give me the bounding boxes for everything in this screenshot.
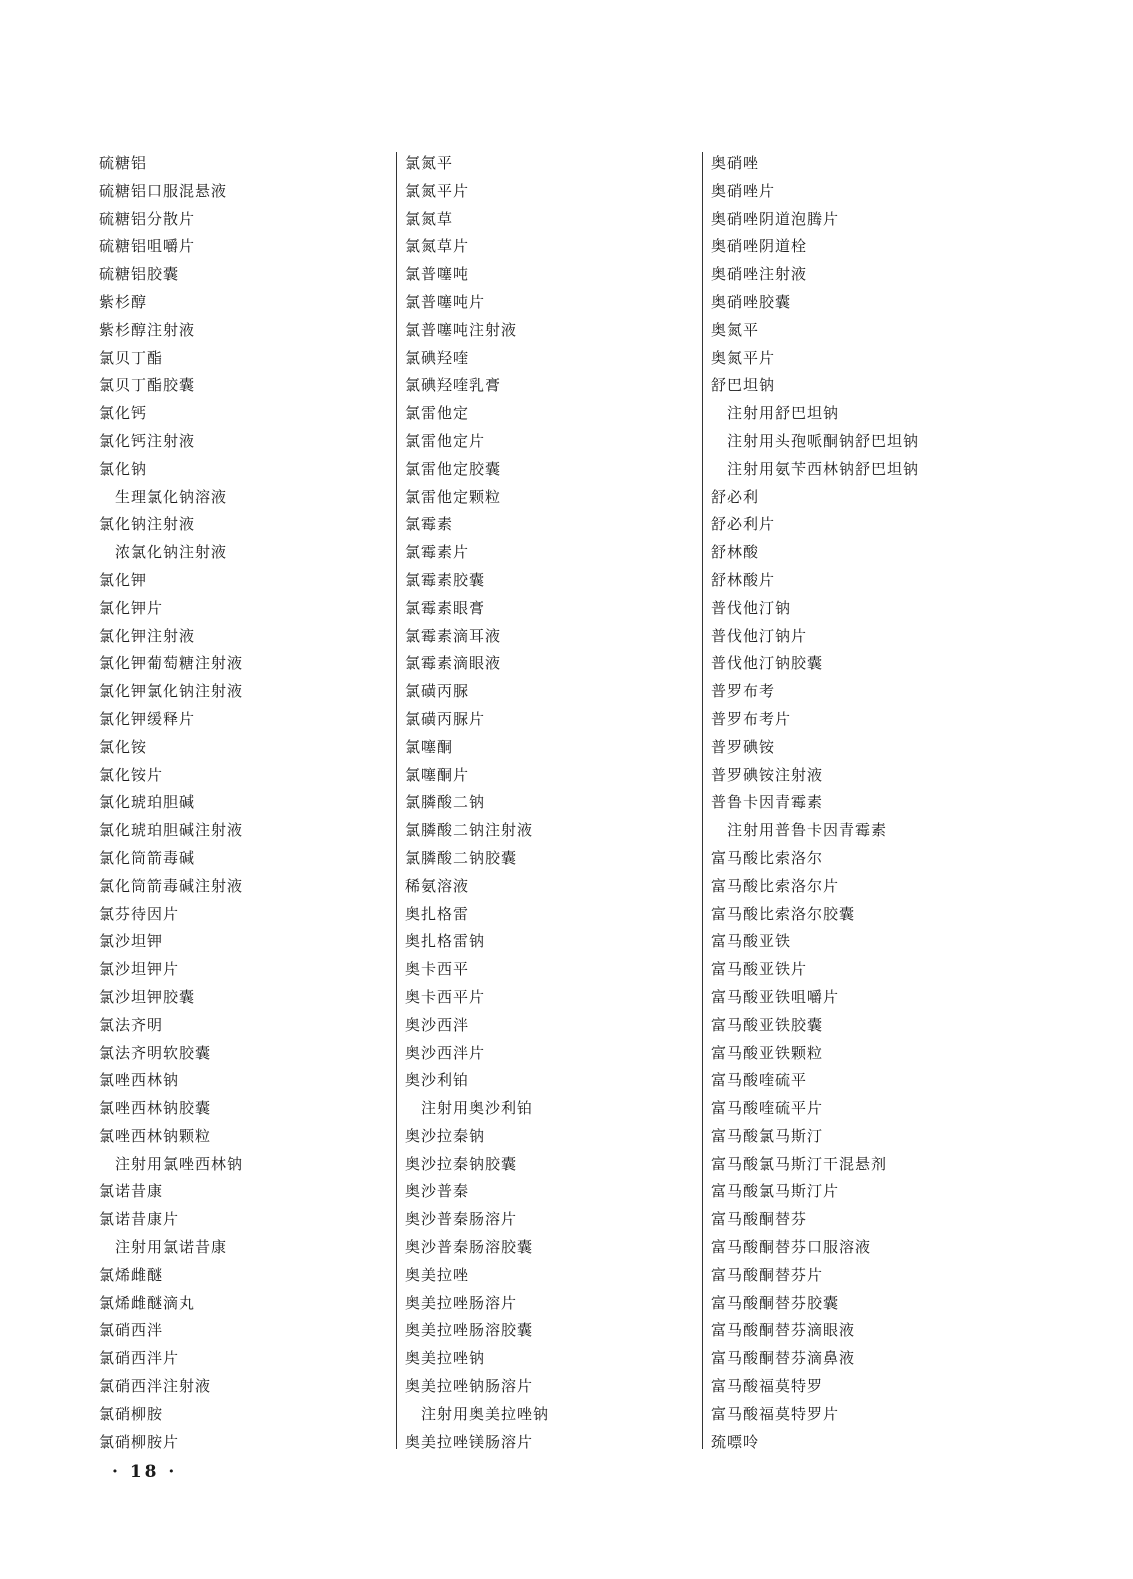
index-subentry: 注射用奥沙利铂 xyxy=(421,1099,534,1118)
index-entry: 奥沙拉秦钠胶囊 xyxy=(405,1154,518,1173)
index-entry: 氯氮草 xyxy=(405,209,454,228)
index-entry: 氯霉素滴眼液 xyxy=(405,654,502,673)
index-entry: 富马酸亚铁咀嚼片 xyxy=(711,987,840,1006)
index-entry: 富马酸喹硫平 xyxy=(711,1071,808,1090)
index-entry: 氯碘羟喹乳膏 xyxy=(405,376,502,395)
index-entry: 氯化钠注射液 xyxy=(99,515,196,534)
index-entry: 氯化琥珀胆碱 xyxy=(99,793,196,812)
index-entry: 普罗碘铵 xyxy=(711,737,776,756)
index-entry: 巯嘌呤 xyxy=(711,1432,760,1451)
index-entry: 奥沙利铂 xyxy=(405,1071,470,1090)
index-subentry: 注射用舒巴坦钠 xyxy=(727,404,840,423)
index-entry: 氯普噻吨注射液 xyxy=(405,320,518,339)
index-entry: 奥沙普秦肠溶片 xyxy=(405,1210,518,1229)
index-entry: 氯磺丙脲片 xyxy=(405,709,486,728)
index-entry: 稀氨溶液 xyxy=(405,876,470,895)
index-entry: 氯硝西泮注射液 xyxy=(99,1377,212,1396)
index-entry: 硫糖铝 xyxy=(99,154,148,172)
index-entry: 氯贝丁酯胶囊 xyxy=(99,376,196,395)
index-entry: 氯化钾注射液 xyxy=(99,626,196,645)
index-entry: 氯沙坦钾胶囊 xyxy=(99,987,196,1006)
index-entry: 奥硝唑 xyxy=(711,154,760,172)
index-entry: 氯膦酸二钠胶囊 xyxy=(405,848,518,867)
index-entry: 氯化钾缓释片 xyxy=(99,709,196,728)
index-entry: 奥扎格雷钠 xyxy=(405,932,486,951)
index-entry: 富马酸比索洛尔 xyxy=(711,848,824,867)
index-entry: 奥卡西平 xyxy=(405,960,470,979)
index-entry: 普罗布考 xyxy=(711,682,776,701)
index-entry: 氯烯雌醚 xyxy=(99,1265,164,1284)
index-entry: 普伐他汀钠片 xyxy=(711,626,808,645)
index-entry: 普鲁卡因青霉素 xyxy=(711,793,824,812)
index-entry: 紫杉醇注射液 xyxy=(99,320,196,339)
index-entry: 氯芬待因片 xyxy=(99,904,180,923)
index-entry: 氯化筒箭毒碱注射液 xyxy=(99,876,244,895)
index-entry: 富马酸酮替芬滴眼液 xyxy=(711,1321,856,1340)
index-entry: 氯普噻吨片 xyxy=(405,292,486,311)
index-subentry: 注射用氯唑西林钠 xyxy=(115,1154,244,1173)
index-entry: 富马酸氯马斯汀干混悬剂 xyxy=(711,1154,888,1173)
column-divider xyxy=(396,152,397,1449)
index-entry: 奥沙西泮 xyxy=(405,1015,470,1034)
index-entry: 氯膦酸二钠 xyxy=(405,793,486,812)
index-entry: 富马酸氯马斯汀片 xyxy=(711,1182,840,1201)
index-entry: 氯氮平 xyxy=(405,154,454,172)
index-entry: 普罗碘铵注射液 xyxy=(711,765,824,784)
index-entry: 舒必利 xyxy=(711,487,760,506)
index-entry: 奥美拉唑钠 xyxy=(405,1349,486,1368)
index-entry: 氯硝西泮片 xyxy=(99,1349,180,1368)
index-entry: 氯氮草片 xyxy=(405,237,470,256)
index-entry: 奥美拉唑肠溶片 xyxy=(405,1293,518,1312)
index-entry: 奥卡西平片 xyxy=(405,987,486,1006)
index-entry: 舒必利片 xyxy=(711,515,776,534)
index-entry: 氯噻酮 xyxy=(405,737,454,756)
index-entry: 氯化钾葡萄糖注射液 xyxy=(99,654,244,673)
index-entry: 氯硝柳胺 xyxy=(99,1404,164,1423)
index-entry: 富马酸福莫特罗片 xyxy=(711,1404,840,1423)
index-entry: 氯硝西泮 xyxy=(99,1321,164,1340)
index-entry: 奥硝唑胶囊 xyxy=(711,292,792,311)
index-entry: 舒林酸片 xyxy=(711,570,776,589)
index-entry: 富马酸酮替芬胶囊 xyxy=(711,1293,840,1312)
index-entry: 氯霉素 xyxy=(405,515,454,534)
index-entry: 氯普噻吨 xyxy=(405,265,470,284)
index-entry: 富马酸亚铁胶囊 xyxy=(711,1015,824,1034)
index-entry: 氯贝丁酯 xyxy=(99,348,164,367)
index-entry: 氯噻酮片 xyxy=(405,765,470,784)
index-entry: 氯膦酸二钠注射液 xyxy=(405,821,534,840)
page-number: · 18 · xyxy=(112,1462,178,1482)
index-entry: 富马酸酮替芬片 xyxy=(711,1265,824,1284)
index-entry: 氯诺昔康 xyxy=(99,1182,164,1201)
index-entry: 富马酸喹硫平片 xyxy=(711,1099,824,1118)
index-entry: 富马酸酮替芬口服溶液 xyxy=(711,1238,872,1257)
index-column-1 xyxy=(99,150,389,1456)
index-entry: 富马酸酮替芬 xyxy=(711,1210,808,1229)
index-entry: 奥沙拉秦钠 xyxy=(405,1126,486,1145)
index-entry: 奥硝唑阴道泡腾片 xyxy=(711,209,840,228)
index-entry: 富马酸亚铁片 xyxy=(711,960,808,979)
index-entry: 氯雷他定片 xyxy=(405,431,486,450)
index-entry: 奥氮平片 xyxy=(711,348,776,367)
index-entry: 硫糖铝咀嚼片 xyxy=(99,237,196,256)
index-entry: 富马酸氯马斯汀 xyxy=(711,1126,824,1145)
index-entry: 奥沙西泮片 xyxy=(405,1043,486,1062)
index-entry: 奥沙普秦 xyxy=(405,1182,470,1201)
index-column-3 xyxy=(711,150,1001,1456)
index-entry: 氯硝柳胺片 xyxy=(99,1432,180,1451)
index-column-2 xyxy=(405,150,695,1456)
index-entry: 氯化钾氯化钠注射液 xyxy=(99,682,244,701)
index-subentry: 注射用氨苄西林钠舒巴坦钠 xyxy=(727,459,920,478)
index-entry: 富马酸福莫特罗 xyxy=(711,1377,824,1396)
index-entry: 氯雷他定颗粒 xyxy=(405,487,502,506)
index-entry: 富马酸比索洛尔胶囊 xyxy=(711,904,856,923)
index-entry: 氯化钠 xyxy=(99,459,148,478)
index-entry: 氯磺丙脲 xyxy=(405,682,470,701)
index-entry: 氯化钙注射液 xyxy=(99,431,196,450)
index-entry: 富马酸亚铁 xyxy=(711,932,792,951)
index-entry: 氯化钾 xyxy=(99,570,148,589)
index-entry: 奥扎格雷 xyxy=(405,904,470,923)
index-subentry: 注射用氯诺昔康 xyxy=(115,1238,228,1257)
index-entry: 奥美拉唑钠肠溶片 xyxy=(405,1377,534,1396)
index-entry: 奥硝唑片 xyxy=(711,181,776,200)
index-entry: 氯法齐明 xyxy=(99,1015,164,1034)
index-entry: 奥沙普秦肠溶胶囊 xyxy=(405,1238,534,1257)
index-entry: 奥美拉唑肠溶胶囊 xyxy=(405,1321,534,1340)
index-entry: 奥硝唑注射液 xyxy=(711,265,808,284)
index-entry: 氯碘羟喹 xyxy=(405,348,470,367)
index-entry: 富马酸比索洛尔片 xyxy=(711,876,840,895)
index-entry: 硫糖铝分散片 xyxy=(99,209,196,228)
index-entry: 普伐他汀钠 xyxy=(711,598,792,617)
index-entry: 氯烯雌醚滴丸 xyxy=(99,1293,196,1312)
index-entry: 氯沙坦钾 xyxy=(99,932,164,951)
index-entry: 氯沙坦钾片 xyxy=(99,960,180,979)
index-entry: 奥硝唑阴道栓 xyxy=(711,237,808,256)
index-entry: 舒巴坦钠 xyxy=(711,376,776,395)
index-entry: 氯氮平片 xyxy=(405,181,470,200)
index-entry: 普伐他汀钠胶囊 xyxy=(711,654,824,673)
index-entry: 硫糖铝胶囊 xyxy=(99,265,180,284)
index-entry: 氯化钙 xyxy=(99,404,148,423)
index-entry: 普罗布考片 xyxy=(711,709,792,728)
index-subentry: 注射用普鲁卡因青霉素 xyxy=(727,821,888,840)
index-entry: 富马酸酮替芬滴鼻液 xyxy=(711,1349,856,1368)
index-entry: 氯唑西林钠颗粒 xyxy=(99,1126,212,1145)
index-subentry: 注射用奥美拉唑钠 xyxy=(421,1404,550,1423)
index-entry: 舒林酸 xyxy=(711,543,760,562)
index-entry: 奥氮平 xyxy=(711,320,760,339)
index-entry: 氯雷他定 xyxy=(405,404,470,423)
index-entry: 氯霉素胶囊 xyxy=(405,570,486,589)
index-entry: 氯唑西林钠 xyxy=(99,1071,180,1090)
index-subentry: 生理氯化钠溶液 xyxy=(115,487,228,506)
index-entry: 氯诺昔康片 xyxy=(99,1210,180,1229)
index-entry: 氯霉素片 xyxy=(405,543,470,562)
index-subentry: 注射用头孢哌酮钠舒巴坦钠 xyxy=(727,431,920,450)
index-entry: 硫糖铝口服混悬液 xyxy=(99,181,228,200)
index-entry: 氯霉素眼膏 xyxy=(405,598,486,617)
index-entry: 氯化琥珀胆碱注射液 xyxy=(99,821,244,840)
index-entry: 氯化铵片 xyxy=(99,765,164,784)
index-entry: 氯法齐明软胶囊 xyxy=(99,1043,212,1062)
index-entry: 奥美拉唑 xyxy=(405,1265,470,1284)
index-entry: 氯化筒箭毒碱 xyxy=(99,848,196,867)
index-entry: 奥美拉唑镁肠溶片 xyxy=(405,1432,534,1451)
index-subentry: 浓氯化钠注射液 xyxy=(115,543,228,562)
index-entry: 氯雷他定胶囊 xyxy=(405,459,502,478)
index-entry: 紫杉醇 xyxy=(99,292,148,311)
index-entry: 富马酸亚铁颗粒 xyxy=(711,1043,824,1062)
index-entry: 氯化铵 xyxy=(99,737,148,756)
index-entry: 氯唑西林钠胶囊 xyxy=(99,1099,212,1118)
column-divider xyxy=(702,152,703,1449)
index-entry: 氯霉素滴耳液 xyxy=(405,626,502,645)
index-entry: 氯化钾片 xyxy=(99,598,164,617)
